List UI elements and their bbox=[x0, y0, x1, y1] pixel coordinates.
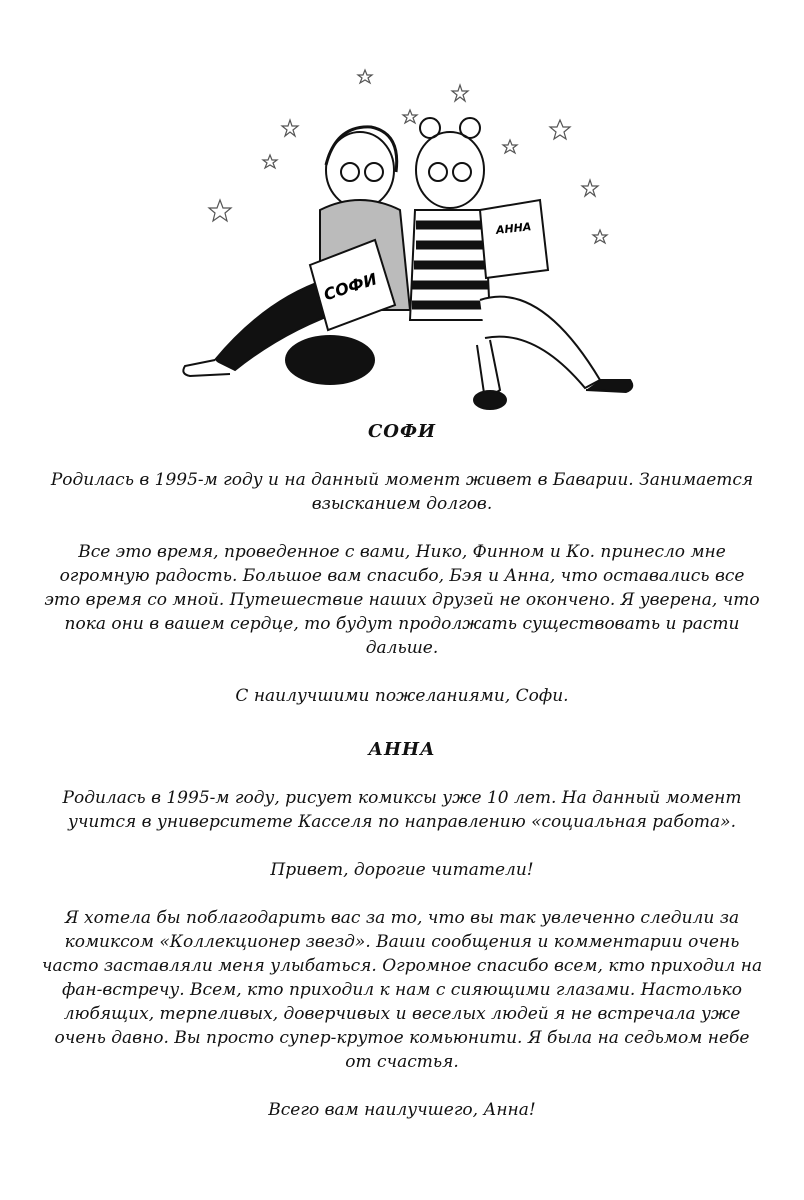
sofi-section bbox=[40, 420, 764, 708]
anna-heading: АННА bbox=[368, 739, 436, 760]
anna-greeting: Привет, дорогие читатели! bbox=[270, 860, 534, 880]
anna-message: Я хотела бы поблагодарить вас за то, что вы так увлеченно следили за комиксом «Коллекционер звезд». Ваши сообщения и комментарии очень часто заставляли меня улыбаться. Огромное спасибо всем, кто приходил на фан-встречу. Всем, кто приходил к нам с сияющими глазами. Настолько любящих, терпеливых, доверчивых и веселых людей я не встречала уже очень давно. Вы просто супер-крутое комьюнити. Я была на седьмом небе от счастья. bbox=[41, 908, 763, 1072]
bag-illustration bbox=[285, 335, 375, 385]
sofi-message: Все это время, проведенное с вами, Нико, Финном и Ко. принесло мне огромную радость. Большое вам спасибо, Бэя и Анна, что оставались все это время со мной. Путешествие наших друзей не окончено. Я уверена, что пока они в вашем сердце, то будут продолжать существовать и расти дальше. bbox=[44, 542, 760, 658]
stars-decoration bbox=[209, 70, 607, 243]
svg-text:СОФИ: СОФИ bbox=[321, 269, 380, 305]
sofi-signoff: С наилучшими пожеланиями, Софи. bbox=[235, 686, 569, 706]
anna-signoff: Всего вам наилучшего, Анна! bbox=[268, 1100, 536, 1120]
anna-bio: Родилась в 1995-м году, рисует комиксы уже 10 лет. На данный момент учится в университете Касселя по направлению «социальная работа». bbox=[62, 788, 742, 832]
sofi-bio: Родилась в 1995-м году и на данный момент живет в Баварии. Занимается взысканием долгов. bbox=[50, 470, 754, 514]
two-girls-illustration bbox=[160, 60, 660, 420]
svg-text:АННА: АННА bbox=[495, 220, 532, 237]
sofi-heading: СОФИ bbox=[367, 421, 437, 442]
anna-section bbox=[40, 738, 764, 1122]
sign-right bbox=[480, 200, 548, 278]
